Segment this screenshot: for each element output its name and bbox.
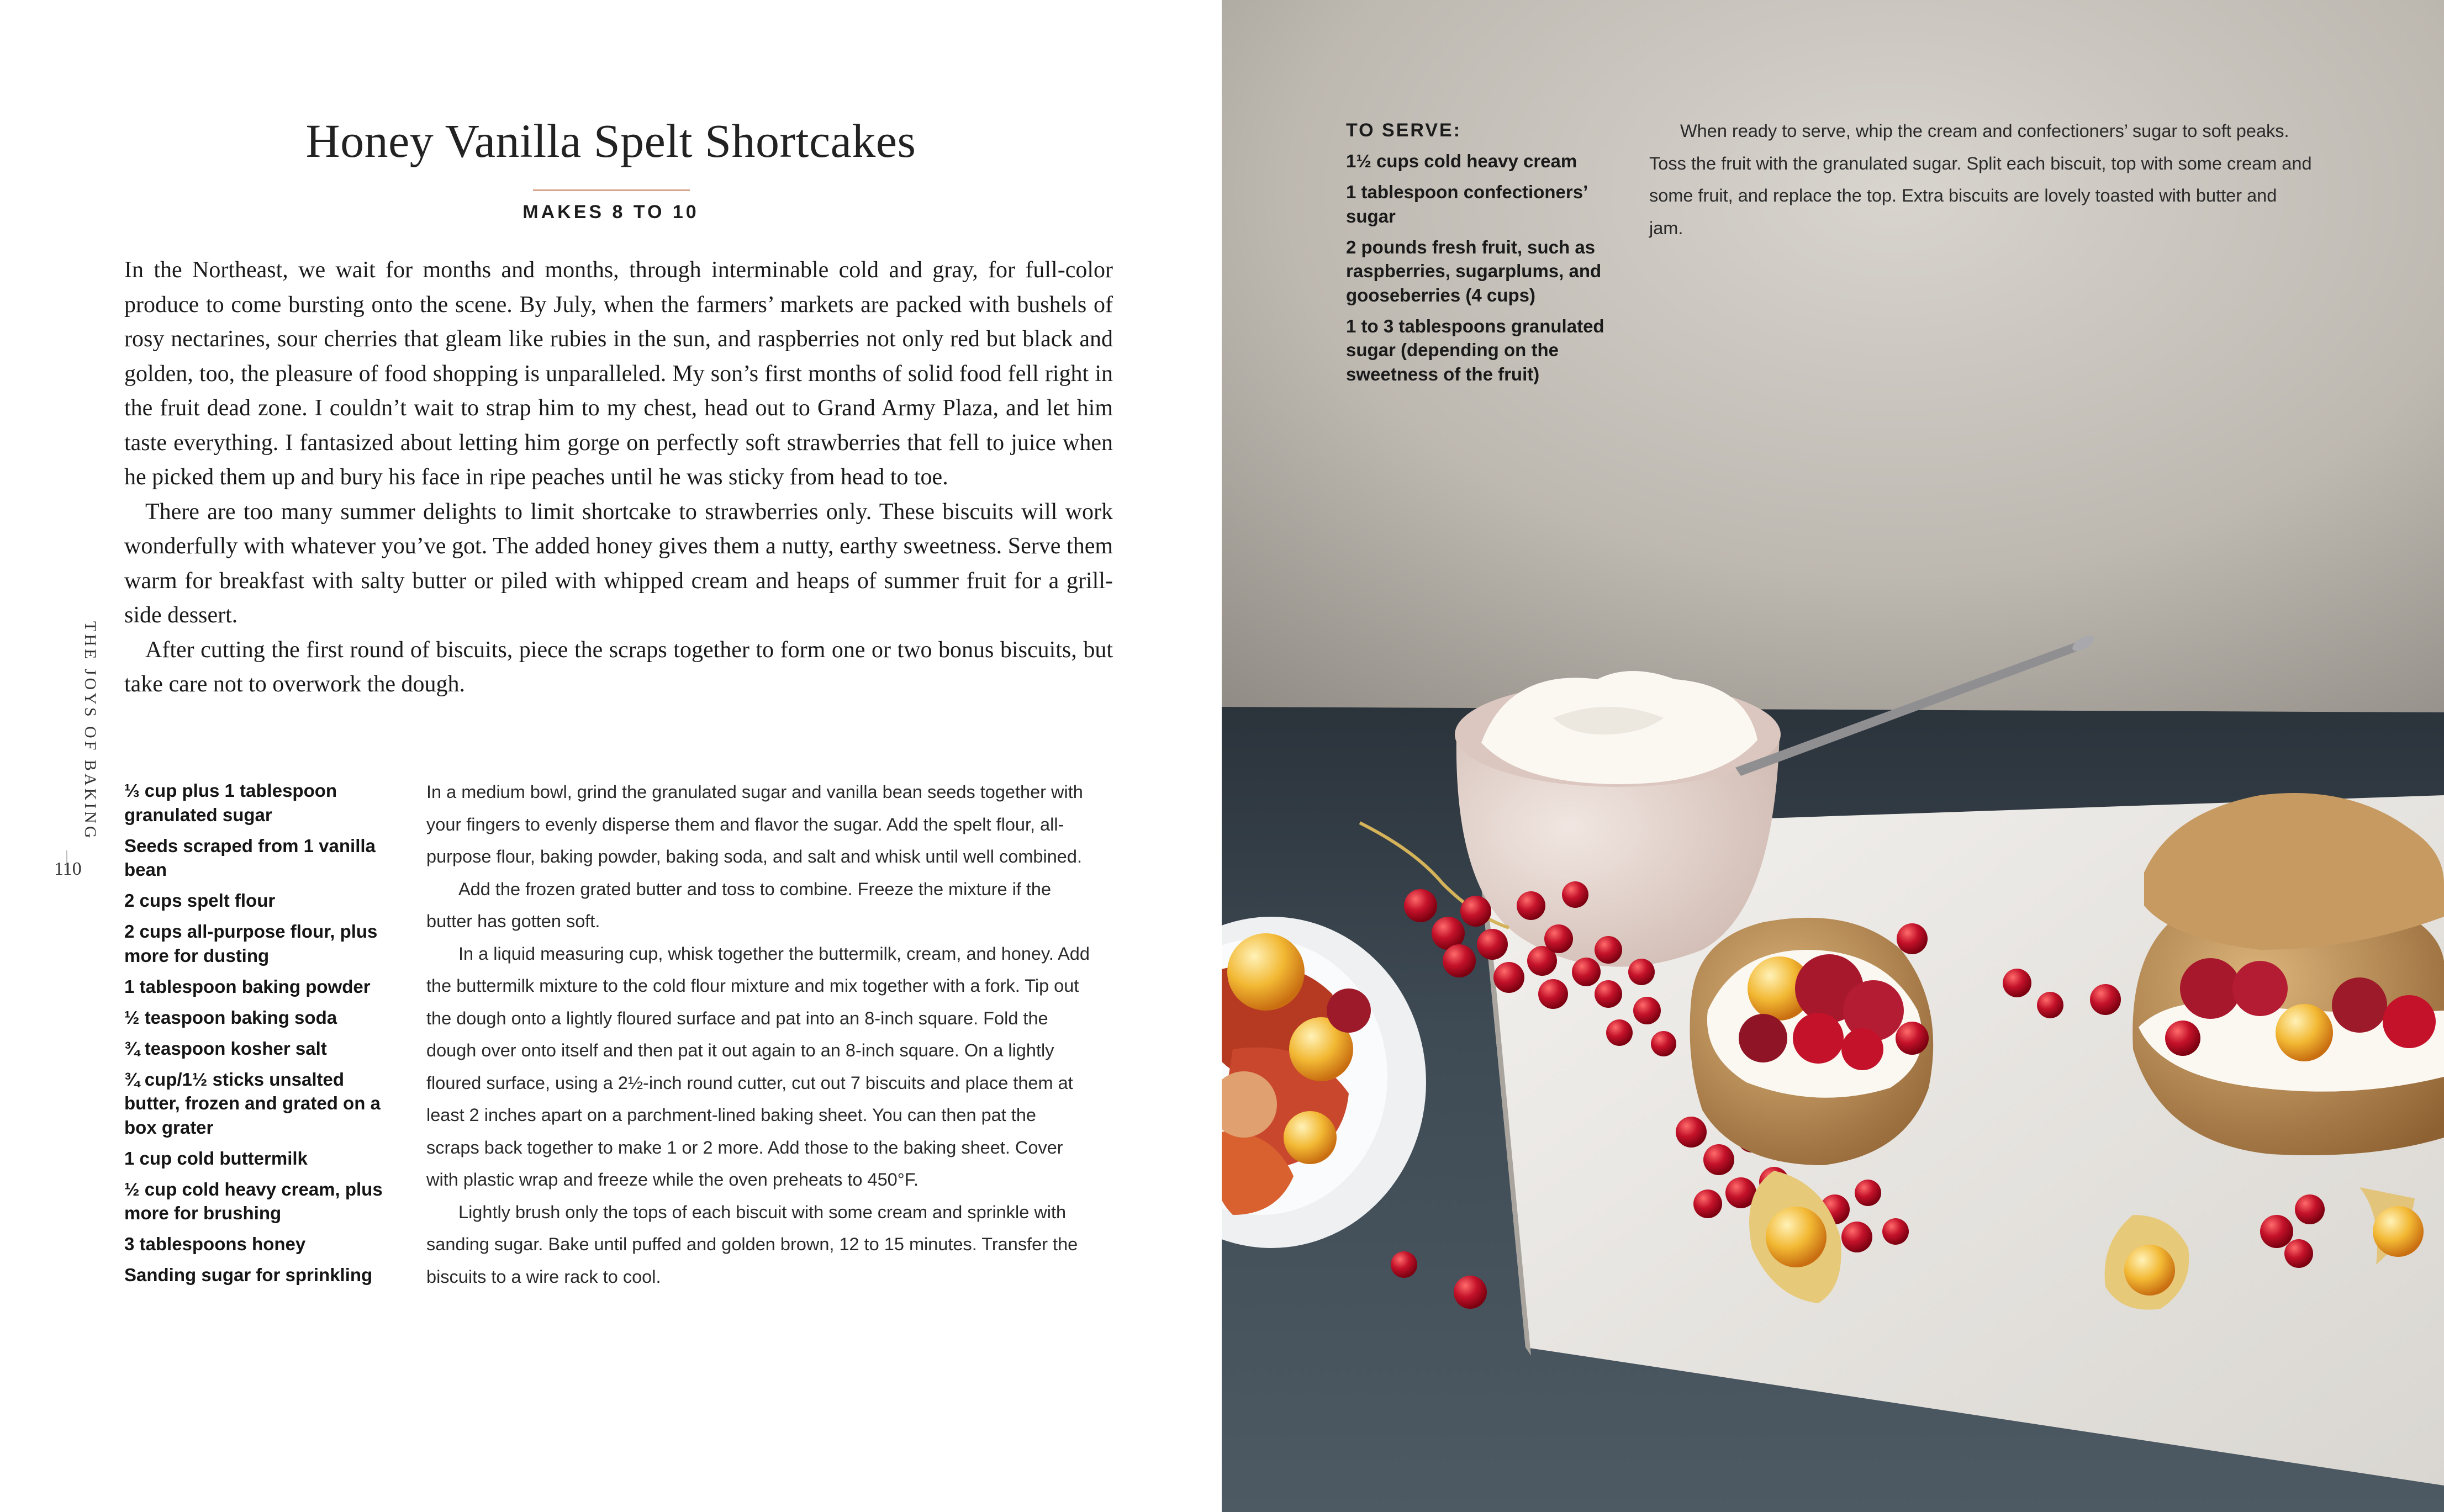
recipe-title: Honey Vanilla Spelt Shortcakes xyxy=(305,114,916,167)
shortcake-left xyxy=(1690,918,1934,1165)
page-number: 110 xyxy=(54,859,82,879)
to-serve-heading: TO SERVE: xyxy=(1346,120,1462,141)
whipped-cream-bowl xyxy=(1455,671,1781,967)
method-paragraph: In a liquid measuring cup, whisk together the buttermilk, cream, and honey. Add the buttermilk mixture to the cold flour mixture and mix together with a fork. Tip out the dough onto a lightly floured surface and pat into an 8-inch square. Fold the dough over onto itself and then pat it out again to an 8-inch square. On a lightly floured surface, using a 2½-inch round cutter, cut out 7 biscuits and place them at least 2 inches apart on a parchment-lined baking sheet. You can then pat the scraps back together to make 1 or 2 more. Add those to the baking sheet. Cover with plastic wrap and freeze while the oven preheats to 450°F. xyxy=(426,943,1090,1189)
serve-method: When ready to serve, whip the cream and confectioners’ sugar to soft peaks. Toss the fruit with the granulated sugar. Split each biscuit, top with some cream and some fruit, and replace the top. Extra biscuits are lovely toasted with butter and jam. xyxy=(1649,121,2312,238)
method-paragraph: Lightly brush only the tops of each biscuit with some cream and sprinkle with sanding sugar. Bake until puffed and golden brown, 12 to 15 minutes. Transfer the biscuits to a wire rack to cool. xyxy=(426,1202,1078,1287)
recipe-yield: MAKES 8 TO 10 xyxy=(522,202,699,223)
ingredient-item: ¾ cup/1½ sticks unsalted butter, frozen and grated on a box grater xyxy=(124,1069,381,1138)
ingredient-item: 3 tablespoons honey xyxy=(124,1234,306,1254)
method-steps xyxy=(426,776,1092,1293)
ingredient-item: 2 cups spelt flour xyxy=(124,890,276,911)
ingredient-item: Sanding sugar for sprinkling xyxy=(124,1265,373,1285)
recipe-intro xyxy=(124,253,1113,702)
ingredient-list xyxy=(124,779,384,1294)
method-paragraph: In a medium bowl, grind the granulated sugar and vanilla bean seeds together with your fingers to evenly disperse them and flavor the sugar. Add the spelt flour, all-purpose flour, baking powder, baking soda, and salt and whisk until well combined. xyxy=(426,782,1083,866)
raspberry xyxy=(2180,958,2241,1019)
serve-ingredient-item: 1 tablespoon confectioners’ sugar xyxy=(1346,182,1587,226)
intro-paragraph: There are too many summer delights to limit shortcake to strawberries only. These biscuits will work wonderfully with whatever you’ve got. The added honey gives them a nutty, earthy sweetness. Serve them warm for breakfast with salty butter or piled with whipped cream and heaps of summer fruit for a grill-side dessert. xyxy=(124,499,1113,628)
serve-ingredient-item: 1 to 3 tablespoons granulated sugar (depending on the sweetness of the fruit) xyxy=(1346,315,1604,384)
ingredient-item: 1 cup cold buttermilk xyxy=(124,1148,308,1169)
intro-paragraph: In the Northeast, we wait for months and months, through interminable cold and gray, for full-color produce to come bursting onto the scene. By July, when the farmers’ markets are packed with bushels of rosy nectarines, sour cherries that gleam like rubies in the sun, and raspberries not only red but black and golden, too, the pleasure of food shopping is unparalleled. My son’s first months of solid food fell right in the fruit dead zone. I couldn’t wait to strap him to my chest, head out to Grand Army Plaza, and let him taste everything. I fantasized about letting him gorge on perfectly soft strawberries that fell to juice when he picked them up and bury his face in ripe peaches until he was sticky from head to toe. xyxy=(124,257,1113,490)
ingredient-item: Seeds scraped from 1 vanilla bean xyxy=(124,835,376,880)
ingredient-item: ½ teaspoon baking soda xyxy=(124,1007,337,1028)
intro-paragraph: After cutting the first round of biscuits, piece the scraps together to form one or two bonus biscuits, but take care not to overwork the dough. xyxy=(124,637,1113,697)
ingredient-item: ¾ teaspoon kosher salt xyxy=(124,1038,327,1059)
serve-ingredient-item: 1½ cups cold heavy cream xyxy=(1346,151,1577,171)
shortcake-right xyxy=(2132,793,2444,1155)
ingredient-item: 1 tablespoon baking powder xyxy=(124,976,371,997)
running-head: THE JOYS OF BAKING xyxy=(81,621,99,841)
ingredient-item: 2 cups all-purpose flour, plus more for dusting xyxy=(124,921,378,966)
ingredient-item: ⅓ cup plus 1 tablespoon granulated sugar xyxy=(124,780,337,825)
serve-ingredient-list xyxy=(1346,149,1606,393)
serve-ingredient-item: 2 pounds fresh fruit, such as raspberries, sugarplums, and gooseberries (4 cups) xyxy=(1346,236,1602,305)
title-rule xyxy=(533,189,690,191)
ingredient-item: ½ cup cold heavy cream, plus more for brushing xyxy=(124,1178,383,1223)
method-paragraph: Add the frozen grated butter and toss to combine. Freeze the mixture if the butter has gotten soft. xyxy=(426,879,1052,931)
